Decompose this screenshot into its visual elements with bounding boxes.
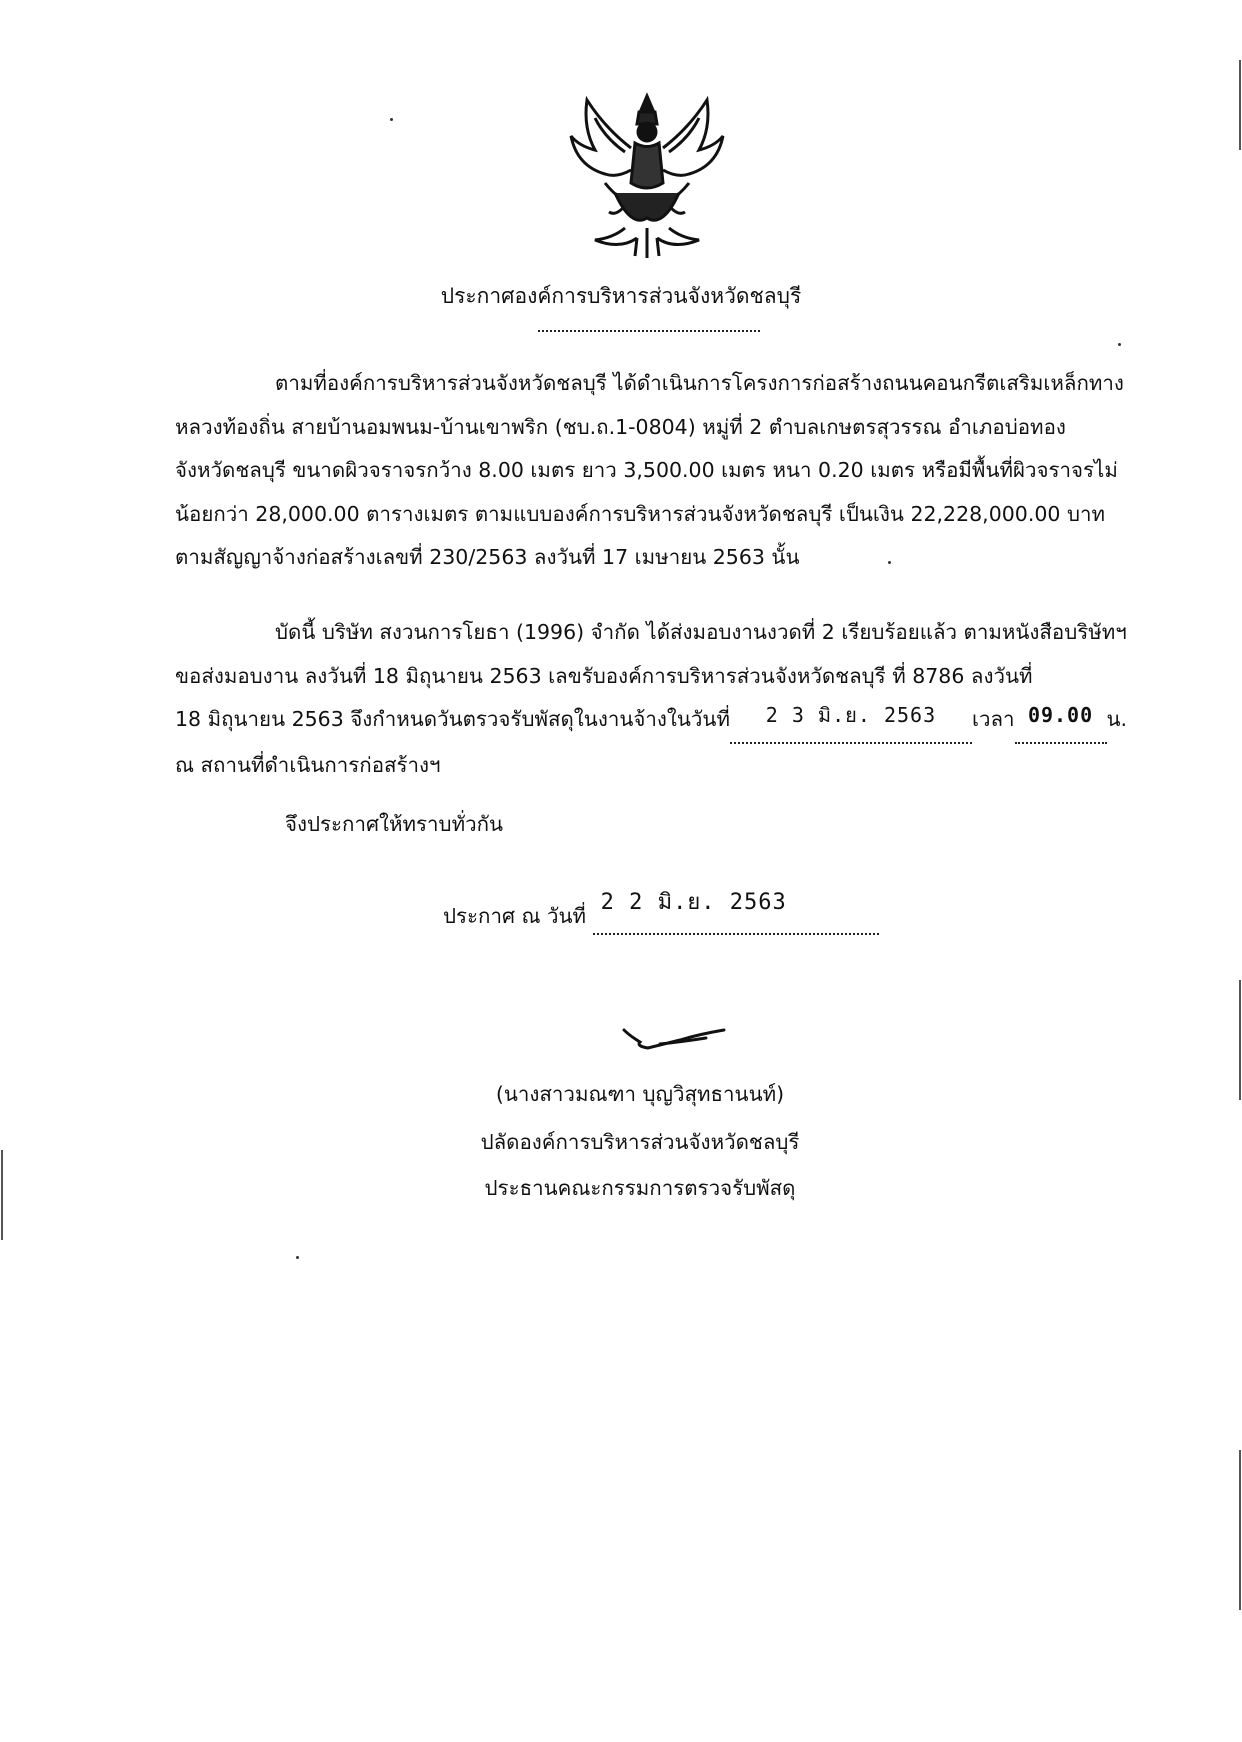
signatory-position: ปลัดองค์การบริหารส่วนจังหวัดชลบุรี: [480, 1130, 800, 1154]
inspection-time-field: [1015, 698, 1107, 744]
scan-speck: [888, 561, 891, 564]
paragraph-delivery: [175, 611, 1130, 787]
paragraph-project-details: [175, 362, 1130, 580]
paragraph-line: จังหวัดชลบุรี ขนาดผิวจราจรกว้าง 8.00 เมตร ยาว 3,500.00 เมตร หนา 0.20 เมตร หรือมีพื้นที่ผิวจราจรไม่: [175, 458, 1118, 482]
signatory-name: (นางสาวมณฑา บุญวิสุทธานนท์): [495, 1082, 785, 1106]
scan-speck: [1118, 343, 1121, 346]
scan-edge-mark: [1239, 60, 1241, 150]
garuda-emblem: [565, 88, 730, 263]
announcement-title: ประกาศองค์การบริหารส่วนจังหวัดชลบุรี: [440, 284, 802, 308]
inspection-prefix: 18 มิถุนายน 2563 จึงกำหนดวันตรวจรับพัสดุในงานจ้างในวันที่: [175, 707, 730, 731]
paragraph-line: หลวงท้องถิ่น สายบ้านอมพนม-บ้านเขาพริก (ชบ.ถ.1-0804) หมู่ที่ 2 ตำบลเกษตรสุวรรณ อำเภอบ่อทอง: [175, 414, 1066, 439]
handwritten-signature: [620, 1022, 730, 1062]
paragraph-line: น้อยกว่า 28,000.00 ตารางเมตร ตามแบบองค์การบริหารส่วนจังหวัดชลบุรี เป็นเงิน 22,228,000.00 บาท: [175, 501, 1105, 526]
time-label: เวลา: [971, 707, 1015, 731]
announcement-date-label: ประกาศ ณ วันที่: [443, 904, 587, 928]
signatory-role: ประธานคณะกรรมการตรวจรับพัสดุ: [484, 1176, 796, 1200]
paragraph-line: บัดนี้ บริษัท สงวนการโยธา (1996) จำกัด ได้ส่งมอบงานงวดที่ 2 เรียบร้อยแล้ว ตามหนังสือบริษัทฯ: [275, 620, 1127, 644]
announcement-date-field: [593, 890, 879, 935]
inspection-time: 09.00: [1027, 703, 1094, 727]
inspection-date-field: [730, 698, 972, 744]
inspection-date: 2 3 มิ.ย. 2563: [765, 703, 937, 727]
scan-speck: [390, 118, 393, 121]
time-suffix: น.: [1106, 707, 1128, 731]
paragraph-line: ตามที่องค์การบริหารส่วนจังหวัดชลบุรี ได้ดำเนินการโครงการก่อสร้างถนนคอนกรีตเสริมเหล็กทาง: [275, 371, 1124, 395]
paragraph-line-inspection: [175, 698, 1130, 744]
scan-speck: [296, 1256, 299, 1259]
paragraph-line: ณ สถานที่ดำเนินการก่อสร้างฯ: [175, 752, 441, 777]
announcement-date-line: [443, 890, 879, 935]
closing-statement: จึงประกาศให้ทราบทั่วกัน: [285, 812, 504, 836]
title-dotted-divider: [538, 330, 760, 332]
scan-edge-mark: [1239, 980, 1241, 1100]
paragraph-line: ขอส่งมอบงาน ลงวันที่ 18 มิถุนายน 2563 เลขรับองค์การบริหารส่วนจังหวัดชลบุรี ที่ 8786 ลงวันที่: [175, 663, 1033, 688]
paragraph-line: ตามสัญญาจ้างก่อสร้างเลขที่ 230/2563 ลงวันที่ 17 เมษายน 2563 นั้น: [175, 545, 800, 569]
announcement-date: 2 2 มิ.ย. 2563: [600, 890, 787, 915]
scan-edge-mark: [1, 1150, 3, 1240]
scan-edge-mark: [1239, 1450, 1241, 1610]
